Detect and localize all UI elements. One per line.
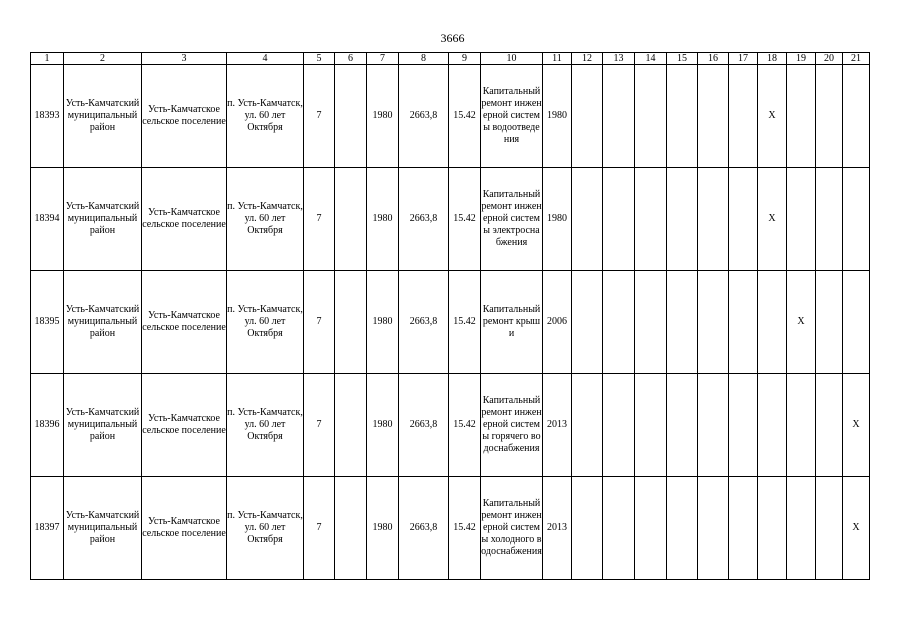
table-row (31, 374, 870, 477)
column-20-cell (816, 65, 843, 168)
column-number: 9 (449, 53, 481, 65)
column-number-row (31, 53, 870, 65)
record-id-cell: 18397 (31, 477, 64, 580)
column-6-cell (335, 271, 367, 374)
column-9-cell: 15.42 (449, 477, 481, 580)
column-7-cell: 1980 (367, 374, 399, 477)
column-15-cell (667, 271, 698, 374)
column-number: 15 (667, 53, 698, 65)
column-14-cell (635, 477, 667, 580)
area-cell: 2663,8 (399, 374, 449, 477)
column-18-cell: Х (758, 65, 787, 168)
column-15-cell (667, 477, 698, 580)
column-5-cell: 7 (304, 374, 335, 477)
column-13-cell (603, 477, 635, 580)
column-21-cell (843, 168, 870, 271)
table-row (31, 271, 870, 374)
table-row (31, 65, 870, 168)
column-17-cell (729, 271, 758, 374)
table-row (31, 477, 870, 580)
column-9-cell: 15.42 (449, 374, 481, 477)
column-6-cell (335, 477, 367, 580)
year-cell: 1980 (543, 65, 572, 168)
column-7-cell: 1980 (367, 168, 399, 271)
column-12-cell (572, 168, 603, 271)
column-14-cell (635, 168, 667, 271)
column-20-cell (816, 374, 843, 477)
column-6-cell (335, 65, 367, 168)
district-cell: Усть-Камчатский муниципальный район (64, 477, 142, 580)
column-5-cell: 7 (304, 477, 335, 580)
settlement-cell: Усть-Камчатское сельское поселение (142, 65, 227, 168)
column-13-cell (603, 374, 635, 477)
column-number: 17 (729, 53, 758, 65)
settlement-cell: Усть-Камчатское сельское поселение (142, 374, 227, 477)
area-cell: 2663,8 (399, 168, 449, 271)
column-number: 2 (64, 53, 142, 65)
column-13-cell (603, 271, 635, 374)
column-6-cell (335, 168, 367, 271)
column-7-cell: 1980 (367, 271, 399, 374)
column-9-cell: 15.42 (449, 271, 481, 374)
column-14-cell (635, 65, 667, 168)
column-13-cell (603, 168, 635, 271)
record-id-cell: 18393 (31, 65, 64, 168)
column-18-cell: Х (758, 168, 787, 271)
area-cell: 2663,8 (399, 65, 449, 168)
column-17-cell (729, 477, 758, 580)
column-9-cell: 15.42 (449, 65, 481, 168)
column-number: 5 (304, 53, 335, 65)
column-number: 7 (367, 53, 399, 65)
column-number: 19 (787, 53, 816, 65)
address-cell: п. Усть-Камчатск, ул. 60 лет Октября (227, 271, 304, 374)
column-number: 8 (399, 53, 449, 65)
column-12-cell (572, 374, 603, 477)
district-cell: Усть-Камчатский муниципальный район (64, 168, 142, 271)
district-cell: Усть-Камчатский муниципальный район (64, 271, 142, 374)
year-cell: 2006 (543, 271, 572, 374)
column-12-cell (572, 477, 603, 580)
column-12-cell (572, 65, 603, 168)
column-21-cell: Х (843, 374, 870, 477)
year-cell: 1980 (543, 168, 572, 271)
address-cell: п. Усть-Камчатск, ул. 60 лет Октября (227, 477, 304, 580)
column-19-cell (787, 168, 816, 271)
work-type-cell: Капитальный ремонт крыши (481, 271, 543, 374)
column-20-cell (816, 168, 843, 271)
column-18-cell (758, 374, 787, 477)
column-number: 13 (603, 53, 635, 65)
column-19-cell: Х (787, 271, 816, 374)
column-19-cell (787, 477, 816, 580)
column-15-cell (667, 374, 698, 477)
column-number: 20 (816, 53, 843, 65)
record-id-cell: 18394 (31, 168, 64, 271)
column-12-cell (572, 271, 603, 374)
column-13-cell (603, 65, 635, 168)
column-number: 6 (335, 53, 367, 65)
address-cell: п. Усть-Камчатск, ул. 60 лет Октября (227, 65, 304, 168)
settlement-cell: Усть-Камчатское сельское поселение (142, 477, 227, 580)
column-14-cell (635, 374, 667, 477)
column-6-cell (335, 374, 367, 477)
area-cell: 2663,8 (399, 477, 449, 580)
column-number: 3 (142, 53, 227, 65)
column-17-cell (729, 65, 758, 168)
column-16-cell (698, 374, 729, 477)
column-5-cell: 7 (304, 168, 335, 271)
settlement-cell: Усть-Камчатское сельское поселение (142, 168, 227, 271)
record-id-cell: 18396 (31, 374, 64, 477)
district-cell: Усть-Камчатский муниципальный район (64, 374, 142, 477)
column-17-cell (729, 374, 758, 477)
column-number: 16 (698, 53, 729, 65)
column-19-cell (787, 374, 816, 477)
settlement-cell: Усть-Камчатское сельское поселение (142, 271, 227, 374)
column-number: 12 (572, 53, 603, 65)
column-number: 18 (758, 53, 787, 65)
column-number: 21 (843, 53, 870, 65)
column-21-cell: Х (843, 477, 870, 580)
column-21-cell (843, 271, 870, 374)
column-19-cell (787, 65, 816, 168)
column-7-cell: 1980 (367, 477, 399, 580)
work-type-cell: Капитальный ремонт инженерной системы холодного водоснабжения (481, 477, 543, 580)
area-cell: 2663,8 (399, 271, 449, 374)
column-20-cell (816, 477, 843, 580)
column-18-cell (758, 477, 787, 580)
address-cell: п. Усть-Камчатск, ул. 60 лет Октября (227, 168, 304, 271)
column-16-cell (698, 271, 729, 374)
column-7-cell: 1980 (367, 65, 399, 168)
column-20-cell (816, 271, 843, 374)
column-16-cell (698, 168, 729, 271)
page-number: 3666 (440, 31, 465, 45)
year-cell: 2013 (543, 374, 572, 477)
work-type-cell: Капитальный ремонт инженерной системы водоотведения (481, 65, 543, 168)
address-cell: п. Усть-Камчатск, ул. 60 лет Октября (227, 374, 304, 477)
column-number: 10 (481, 53, 543, 65)
column-number: 11 (543, 53, 572, 65)
column-9-cell: 15.42 (449, 168, 481, 271)
district-cell: Усть-Камчатский муниципальный район (64, 65, 142, 168)
column-number: 1 (31, 53, 64, 65)
work-type-cell: Капитальный ремонт инженерной системы электроснабжения (481, 168, 543, 271)
work-type-cell: Капитальный ремонт инженерной системы горячего водоснабжения (481, 374, 543, 477)
column-21-cell (843, 65, 870, 168)
column-5-cell: 7 (304, 271, 335, 374)
column-number: 14 (635, 53, 667, 65)
register-table (30, 52, 870, 580)
column-number: 4 (227, 53, 304, 65)
table-row (31, 168, 870, 271)
year-cell: 2013 (543, 477, 572, 580)
column-5-cell: 7 (304, 65, 335, 168)
column-15-cell (667, 168, 698, 271)
column-16-cell (698, 65, 729, 168)
column-16-cell (698, 477, 729, 580)
column-18-cell (758, 271, 787, 374)
record-id-cell: 18395 (31, 271, 64, 374)
column-14-cell (635, 271, 667, 374)
column-15-cell (667, 65, 698, 168)
column-17-cell (729, 168, 758, 271)
